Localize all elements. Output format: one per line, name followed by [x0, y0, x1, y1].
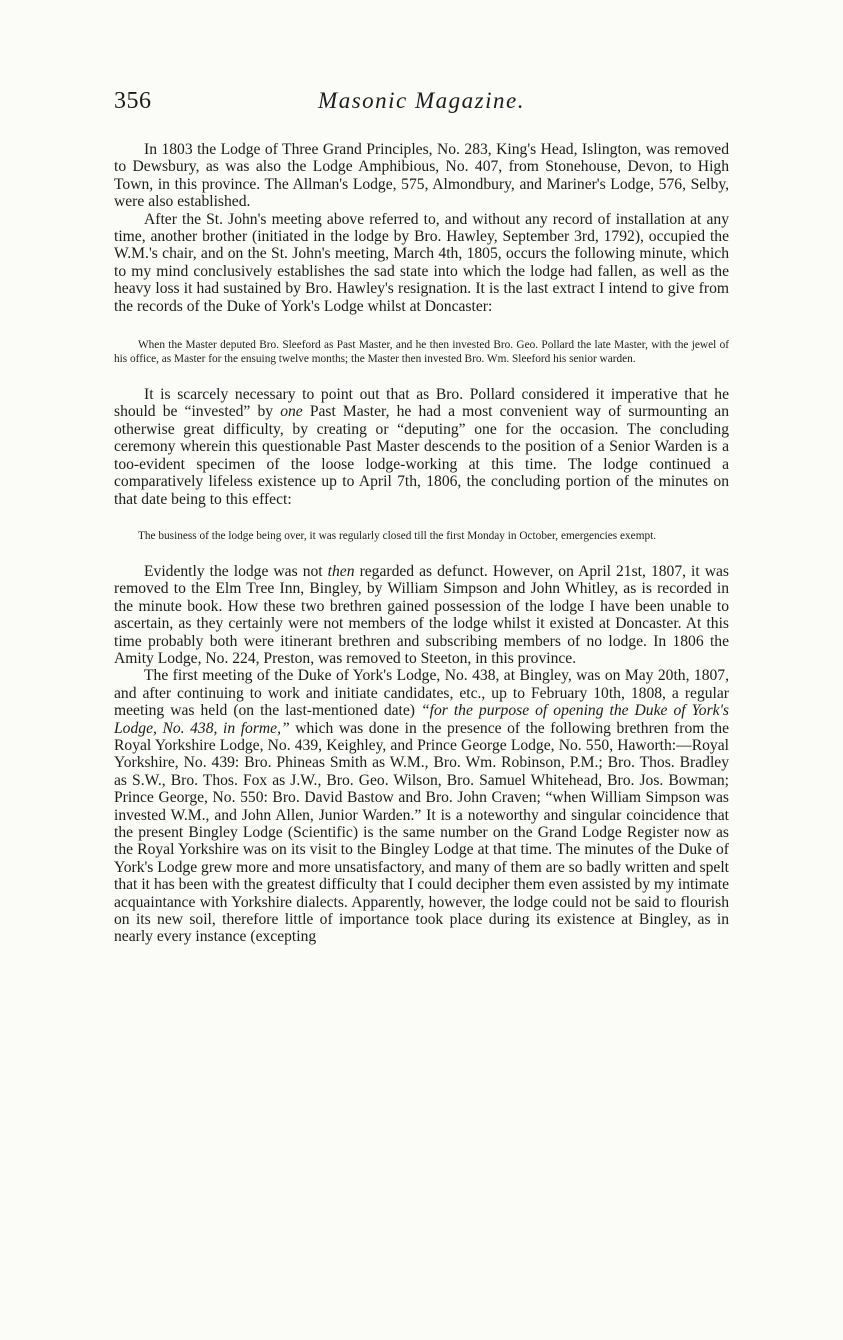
quoted-minute-1: When the Master deputed Bro. Sleeford as Past Master, and he then invested Bro. Geo. Pollard the late Master, with the jewel of his office, as Master for the ensuing twelve months; the Master then invested Bro. Wm. Sleeford his senior warden.: [114, 339, 729, 366]
paragraph-5-text-a: The first meeting of the Duke of York's Lodge, No. 438, at Bingley, was on May 20th, 1807, and after continuing to work and initiate candidates, etc., up to February 10th, 1808, a regular meeting was held (on the last-mentioned date): [114, 667, 729, 720]
paragraph-5-emphasis: “for the purpose of opening the Duke of York's Lodge, No. 438, in forme,”: [114, 702, 730, 737]
paragraph-4: [114, 563, 729, 667]
quoted-minute-2: The business of the lodge being over, it was regularly closed till the first Monday in October, emergencies exempt.: [138, 529, 657, 542]
paragraph-3-text-b: Past Master, he had a most convenient way of surmounting an otherwise great difficulty, by creating or “deputing” one for the occasion. The concluding ceremony wherein this questionable Past Master descends to the position of a Senior Warden is a too-evident specimen of the loose lodge-working at this time. The lodge continued a comparatively lifeless existence up to April 7th, 1806, the concluding portion of the minutes on that date being to this effect:: [114, 403, 729, 508]
page-number: 356: [114, 88, 152, 114]
paragraph-1: In 1803 the Lodge of Three Grand Principles, No. 283, King's Head, Islington, was removed to Dewsbury, as was also the Lodge Amphibious, No. 407, from Stonehouse, Devon, to High Town, in this province. The Allman's Lodge, 575, Almondbury, and Mariner's Lodge, 576, Selby, were also established.: [114, 141, 729, 211]
paragraph-2: After the St. John's meeting above referred to, and without any record of installation at any time, another brother (initiated in the lodge by Bro. Hawley, September 3rd, 1792), occupied the W.M.'s chair, and on the St. John's meeting, March 4th, 1805, occurs the following minute, which to my mind conclusively establishes the sad state into which the lodge had fallen, as well as the heavy loss it had sustained by Bro. Hawley's resignation. It is the last extract I intend to give from the records of the Duke of York's Lodge whilst at Doncaster:: [114, 210, 729, 315]
page-header: [114, 88, 729, 122]
paragraph-3-text-a: It is scarcely necessary to point out that as Bro. Pollard considered it imperative that he should be “invested” by: [114, 386, 729, 421]
paragraph-5: [114, 667, 729, 946]
paragraph-3: [114, 386, 729, 508]
running-title: Masonic Magazine.: [318, 88, 525, 113]
paragraph-4-text-a: Evidently the lodge was not: [144, 562, 328, 580]
article-body: [114, 141, 729, 946]
paragraph-5-text-b: which was done in the presence of the following brethren from the Royal Yorkshire Lodge, No. 439, Keighley, and Prince George Lodge, No. 550, Haworth:—Royal Yorkshire, No. 439: Bro. Phineas Smith as W.M., Bro. Wm. Robinson, P.M.; Bro. Thos. Bradley as S.W., Bro. Thos. Fox as J.W., Bro. Geo. Wilson, Bro. Samuel Whitehead, Bro. Jos. Bowman; Prince George, No. 550: Bro. David Bastow and Bro. John Craven; “when William Simpson was invested W.M., and John Allen, Junior Warden.” It is a noteworthy and singular coincidence that the present Bingley Lodge (Scientific) is the same number on the Grand Lodge Register now as the Royal Yorkshire was on its visit to the Bingley Lodge at that time. The minutes of the Duke of York's Lodge grew more and more unsatisfactory, and many of them are so badly written and spelt that it has been with the greatest difficulty that I could decipher them even assisted by my intimate acquaintance with Yorkshire dialects. Apparently, however, the lodge could not be said to flourish on its new soil, therefore little of importance took place during its existence at Bingley, as in nearly every instance (excepting: [114, 719, 729, 946]
paragraph-4-text-b: regarded as defunct. However, on April 21st, 1807, it was removed to the Elm Tree Inn, Bingley, by William Simpson and John Whitley, as is recorded in the minute book. How these two brethren gained possession of the lodge I have been unable to ascertain, as they certainly were not members of the lodge whilst it existed at Doncaster. At this time probably both were itinerant brethren and subscribing members of no lodge. In 1806 the Amity Lodge, No. 224, Preston, was removed to Steeton, in this province.: [114, 562, 730, 667]
paragraph-3-emphasis: one: [280, 403, 303, 421]
paragraph-4-emphasis: then: [327, 562, 355, 580]
